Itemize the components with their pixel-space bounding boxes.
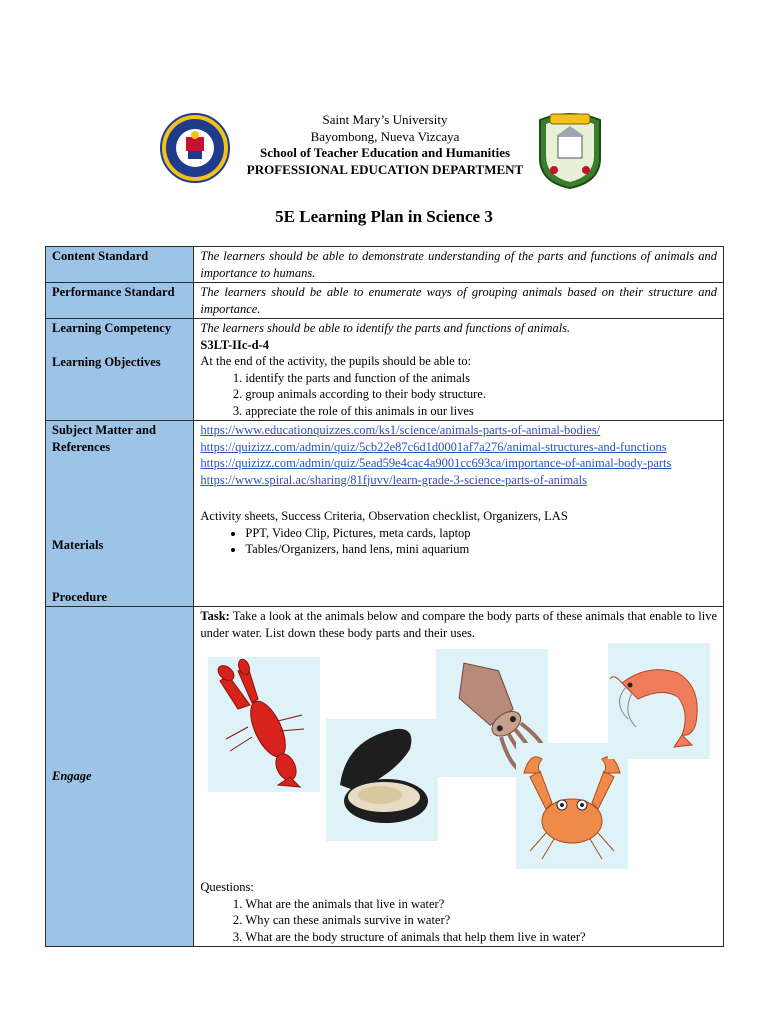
subject-matter-row [46, 421, 724, 607]
subject-matter-label: Subject Matter and References [52, 423, 156, 454]
reference-link[interactable]: https://quizizz.com/admin/quiz/5cb22e87c6d1d0001af7a276/animal-structures-and-functions [200, 439, 667, 454]
materials-text: Activity sheets, Success Criteria, Observation checklist, Organizers, LAS [200, 509, 568, 523]
question-item: 2. Why can these animals survive in water? [245, 912, 717, 929]
engage-row [46, 607, 724, 947]
university-name: Saint Mary’s University [322, 112, 448, 127]
subject-label-cell [46, 421, 194, 607]
objectives-intro: At the end of the activity, the pupils should be able to: [200, 354, 472, 368]
task-text: Take a look at the animals below and compare the body parts of these animals that enable to live under water. List down these body parts and their uses. [200, 609, 717, 640]
materials-list [200, 525, 717, 558]
engage-content [194, 607, 724, 947]
content-standard-label: Content Standard [46, 247, 194, 283]
objective-item: 2. group animals according to their body structure. [245, 386, 717, 403]
mussel-image [326, 719, 438, 841]
objective-item: 1. identify the parts and function of the animals [245, 370, 717, 387]
learning-plan-table [45, 246, 724, 947]
task-paragraph [200, 608, 717, 641]
material-item: • PPT, Video Clip, Pictures, meta cards, laptop [245, 525, 717, 542]
competency-row [46, 319, 724, 421]
performance-standard-label: Performance Standard [46, 283, 194, 319]
reference-link[interactable]: https://quizizz.com/admin/quiz/5ead59e4cac4a9001cc693ca/importance-of-animal-body-parts [200, 456, 672, 470]
header-block [230, 112, 540, 178]
performance-standard-row [46, 283, 724, 319]
learning-objectives-label: Learning Objectives [52, 354, 161, 369]
subject-content [194, 421, 724, 607]
engage-label: Engage [46, 607, 194, 947]
competency-text: The learners should be able to identify the parts and functions of animals. [200, 321, 571, 335]
content-standard-row [46, 247, 724, 283]
materials-label: Materials [52, 538, 104, 552]
lobster-image [208, 657, 320, 792]
questions-label: Questions: [200, 880, 254, 894]
objectives-list [200, 370, 717, 420]
performance-standard-text: The learners should be able to enumerate ways of grouping animals based on their structure and importance. [194, 283, 724, 319]
learning-competency-label: Learning Competency [52, 321, 172, 335]
material-item: • Tables/Organizers, hand lens, mini aquarium [245, 541, 717, 558]
crab-image [516, 743, 628, 869]
document-title: 5E Learning Plan in Science 3 [275, 207, 493, 226]
shrimp-image [608, 643, 710, 759]
question-item: 1. What are the animals that live in water? [245, 896, 717, 913]
competency-content [194, 319, 724, 421]
competency-code: S3LT-IIc-d-4 [200, 337, 269, 352]
content-standard-text: The learners should be able to demonstrate understanding of the parts and functions of animals and importance to humans. [194, 247, 724, 283]
reference-link[interactable]: https://www.spiral.ac/sharing/81fjuvv/learn-grade-3-science-parts-of-animals [200, 472, 587, 487]
smu-seal-logo [160, 111, 230, 185]
procedure-label: Procedure [52, 589, 108, 604]
reference-link[interactable]: https://www.educationquizzes.com/ks1/science/animals-parts-of-animal-bodies/ [200, 423, 601, 437]
task-label: Task: [200, 609, 230, 623]
objective-item: 3. appreciate the role of this animals in our lives [245, 403, 717, 420]
questions-list [200, 896, 717, 946]
department-logo [534, 110, 606, 190]
animal-images [200, 649, 717, 873]
question-item: 3. What are the body structure of animals that help them live in water? [245, 929, 717, 946]
department-name: PROFESSIONAL EDUCATION DEPARTMENT [246, 161, 524, 177]
school-name: School of Teacher Education and Humanities [259, 145, 511, 160]
university-location: Bayombong, Nueva Vizcaya [310, 128, 460, 144]
competency-label-cell [46, 319, 194, 421]
